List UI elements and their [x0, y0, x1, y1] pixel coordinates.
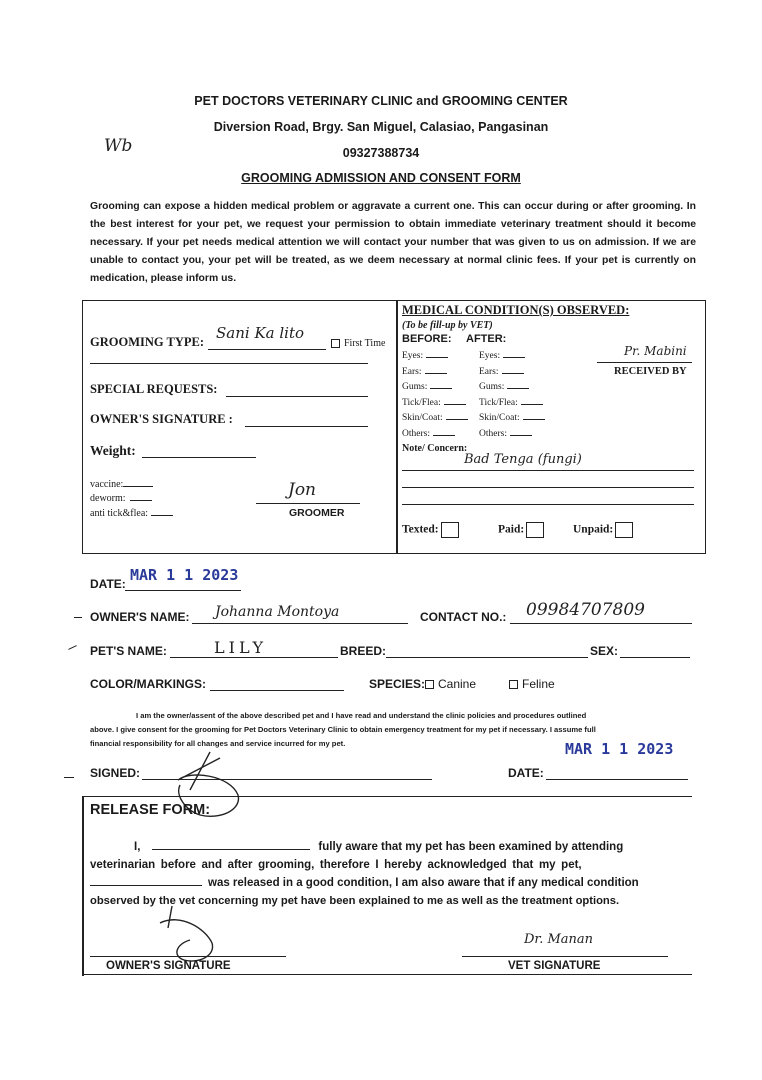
before-conditions[interactable]: [402, 349, 472, 442]
vaccine-field[interactable]: vaccine:: [90, 479, 153, 490]
color-line[interactable]: [210, 690, 344, 691]
paid-checkbox[interactable]: Paid:: [498, 522, 544, 538]
groomer-line: [256, 503, 360, 504]
box-divider: [396, 300, 398, 554]
consent-date-line[interactable]: [546, 779, 688, 780]
feline-checkbox[interactable]: Feline: [509, 677, 555, 691]
received-by-value: Pr. Mabini: [624, 344, 687, 358]
special-requests-line[interactable]: [226, 396, 368, 397]
release-line-2: veterinarian before and after grooming, therefore I hereby acknowledged that my pet,: [90, 859, 582, 871]
form-title: GROOMING ADMISSION AND CONSENT FORM: [241, 171, 521, 185]
signed-label: SIGNED:: [90, 766, 141, 780]
sex-label: SEX:: [590, 644, 619, 658]
owner-name-label: OWNER'S NAME:: [90, 610, 190, 624]
contact-label: CONTACT NO.:: [420, 610, 507, 624]
note-line-2: [402, 487, 694, 488]
owner-signature-mark: [150, 898, 230, 968]
owner-name-line: [192, 623, 408, 624]
release-line-1: I, fully aware that my pet has been examined by attending: [134, 841, 624, 853]
before-condition-row[interactable]: Tick/Flea:: [402, 396, 472, 412]
consent-text: I am the owner/assent of the above described pet and I have read and understand the clinic policies and procedures outlined above. I give consent for the grooming for Pet Doctors Veterinary Clinic to obtain emergency treatment for my pet if necessary. I assume full financial responsibility for all changes and service incurred for my pet.: [90, 711, 596, 748]
clinic-name: PET DOCTORS VETERINARY CLINIC and GROOMING CENTER: [194, 94, 568, 108]
clinic-address: Diversion Road, Brgy. San Miguel, Calasiao, Pangasinan: [213, 120, 549, 134]
vet-signature-label: VET SIGNATURE: [508, 960, 601, 972]
sex-line[interactable]: [620, 657, 690, 658]
release-title: RELEASE FORM:: [90, 802, 211, 818]
contact-line: [510, 623, 692, 624]
release-top-line: [82, 796, 692, 797]
release-line-3: was released in a good condition, I am also aware that if any medical condition: [90, 874, 686, 892]
after-label: AFTER:: [466, 333, 507, 345]
weight-line[interactable]: [142, 457, 256, 458]
grooming-type-label: GROOMING TYPE:: [90, 335, 205, 349]
first-time-checkbox[interactable]: First Time: [331, 338, 385, 349]
weight-label: Weight:: [90, 443, 136, 458]
vet-signature-value: Dr. Manan: [524, 932, 594, 947]
release-left-border: [82, 796, 84, 976]
before-condition-row[interactable]: Others:: [402, 427, 472, 443]
before-condition-row[interactable]: Eyes:: [402, 349, 472, 365]
groomer-value: Jon: [288, 480, 316, 500]
special-requests-label: SPECIAL REQUESTS:: [90, 382, 218, 396]
received-by-line: [597, 362, 692, 363]
grooming-type-value[interactable]: Sani Ka lito: [216, 324, 305, 342]
before-condition-row[interactable]: Skin/Coat:: [402, 411, 472, 427]
owner-signature-release-line[interactable]: [90, 956, 286, 957]
pet-name-value[interactable]: LILY: [214, 638, 268, 657]
vet-signature-line[interactable]: [462, 956, 668, 957]
medical-subtitle: (To be fill-up by VET): [402, 320, 493, 331]
after-condition-row[interactable]: Others:: [479, 427, 559, 443]
anti-tick-field[interactable]: anti tick&flea:: [90, 508, 173, 519]
note-value[interactable]: Bad Tenga (fungi): [464, 452, 582, 467]
release-bottom-line: [82, 974, 692, 975]
grooming-type-line: [208, 349, 326, 350]
breed-label: BREED:: [340, 644, 387, 658]
after-condition-row[interactable]: Tick/Flea:: [479, 396, 559, 412]
margin-mark-1: [74, 617, 82, 618]
date-stamp[interactable]: MAR 1 1 2023: [130, 566, 239, 584]
date-label: DATE:: [90, 577, 126, 591]
note-line-1: [402, 470, 694, 471]
after-conditions[interactable]: [479, 349, 559, 442]
received-by-label: RECEIVED BY: [614, 366, 687, 377]
after-condition-row[interactable]: Ears:: [479, 365, 559, 381]
color-label: COLOR/MARKINGS:: [90, 677, 206, 691]
before-condition-row[interactable]: Gums:: [402, 380, 472, 396]
owner-signature-line[interactable]: [245, 426, 368, 427]
pet-name-label: PET'S NAME:: [90, 644, 167, 658]
date-line: [125, 590, 241, 591]
margin-note: Wb: [104, 136, 133, 156]
grooming-type-line-2: [90, 363, 368, 364]
pet-name-line: [170, 657, 338, 658]
breed-line[interactable]: [386, 657, 588, 658]
intro-text: Grooming can expose a hidden medical problem or aggravate a current one. This can occur during or after grooming. In the best interest for your pet, we request your permission to obtain immediate veterinary treatment should it become necessary. If your pet needs medical attention we will contact your number that was given to us on admission. If we are unable to contact you, your pet will be treated, as we deem necessary at normal clinic fees. If your pet is currently on medication, please inform us.: [90, 201, 696, 284]
canine-checkbox[interactable]: Canine: [425, 677, 476, 691]
note-label: Note/ Concern:: [402, 443, 468, 454]
after-condition-row[interactable]: Eyes:: [479, 349, 559, 365]
margin-mark-2: [68, 645, 77, 650]
medical-title: MEDICAL CONDITION(S) OBSERVED:: [402, 303, 630, 317]
owner-signature-label: OWNER'S SIGNATURE :: [90, 412, 233, 426]
unpaid-checkbox[interactable]: Unpaid:: [573, 522, 633, 538]
clinic-phone: 09327388734: [342, 146, 420, 160]
groomer-label: GROOMER: [289, 507, 345, 519]
consent-date-label: DATE:: [508, 766, 544, 780]
after-condition-row[interactable]: Skin/Coat:: [479, 411, 559, 427]
after-condition-row[interactable]: Gums:: [479, 380, 559, 396]
deworm-field[interactable]: deworm:: [90, 493, 152, 504]
margin-mark-3: [64, 777, 74, 778]
before-label: BEFORE:: [402, 333, 452, 345]
species-label: SPECIES:: [369, 677, 426, 691]
owner-signature-release-label: OWNER'S SIGNATURE: [106, 960, 231, 972]
contact-value[interactable]: 09984707809: [526, 600, 645, 620]
owner-name-value[interactable]: Johanna Montoya: [215, 604, 340, 620]
note-line-3: [402, 504, 694, 505]
texted-checkbox[interactable]: Texted:: [402, 522, 459, 538]
before-condition-row[interactable]: Ears:: [402, 365, 472, 381]
consent-date-stamp[interactable]: MAR 1 1 2023: [565, 740, 674, 758]
release-line-4: observed by the vet concerning my pet have been explained to me as well as the treatment options.: [90, 895, 620, 907]
